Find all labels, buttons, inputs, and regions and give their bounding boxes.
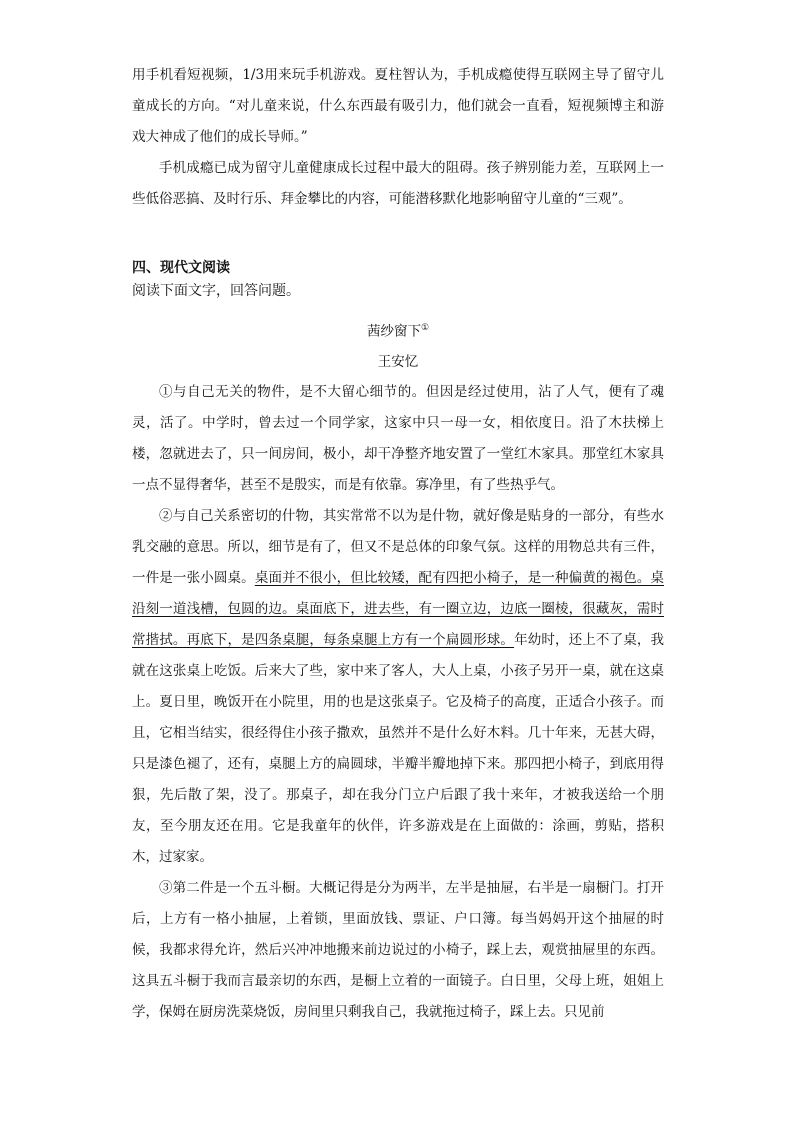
section-instruction: 阅读下面文字，回答问题。 <box>132 283 300 299</box>
article-paragraph-1: ①与自己无关的物件，是不大留心细节的。但因是经过使用，沾了人气，便有了魂灵，活了。中学时，曾去过一个同学家，这家中只一母一女，相依度日。沿了木扶梯上楼，忽就进去了，只一间房间，极小，却干净整齐地安置了一堂红木家具。那堂红木家具一点不显得奢华，甚至不是殷实，而是有依靠。寡净里，有了些热乎气。 <box>132 383 664 493</box>
article-title <box>132 313 664 347</box>
underlined-passage: 桌面并不很小，但比较矮，配有四把小椅子，是一种偏黄的褐色。桌沿刻一道浅槽，包圆的边。桌面底下，进去些，有一圈立边，边底一圈棱，很藏灰，需时常揩拭。再底下，是四条桌腿，每条桌腿上方有一个扁圆形球。 <box>132 569 665 648</box>
article-title-text: 茜纱窗下 <box>366 323 421 340</box>
intro-paragraph: 用手机看短视频，1/3用来玩手机游戏。夏柱智认为，手机成瘾使得互联网主导了留守儿童成长的方向。“对儿童来说，什么东西最有吸引力，他们就会一直看，短视频博主和游戏大神成了他们的成长导师。” <box>132 67 664 145</box>
paragraph-2-text-before: ②与自己关系密切的什物，其实常常不以为是什物，就好像是贴身的一部分，有些水乳交融的意思。所以，细节是有了，但又不是总体的印象气氛。这样的用物总共有三件，一件是一张小圆桌。 <box>132 507 664 586</box>
footnote-mark: ① <box>420 323 430 333</box>
document-page <box>132 60 664 1028</box>
intro-paragraph-2: 手机成瘾已成为留守儿童健康成长过程中最大的阻碍。孩子辨别能力差，互联网上一些低俗恶搞、及时行乐、拜金攀比的内容，可能潜移默化地影响留守儿童的“三观”。 <box>132 160 664 207</box>
paragraph-2-text-after: 年幼时，还上不了桌，我就在这张桌上吃饭。后来大了些，家中来了客人，大人上桌，小孩子另开一桌，就在这桌上。夏日里，晚饭开在小院里，用的也是这张桌子。它及椅子的高度，正适合小孩子。而且，它相当结实，很经得住小孩子撒欢，虽然并不是什么好木料。几十年来，无甚大碍，只是漆色褪了，还有，桌腿上方的扁圆球，半瓣半瓣地掉下来。那四把小椅子，到底用得狠，先后散了架，没了。那桌子，却在我分门立户后跟了我十来年，才被我送给一个朋友，至今朋友还在用。它是我童年的伙伴，许多游戏是在上面做的：涂画，剪贴，搭积木，过家家。 <box>132 631 665 865</box>
section-gap <box>132 215 664 257</box>
article-paragraph-2 <box>132 501 664 873</box>
section-heading: 四、现代文阅读 <box>132 260 230 276</box>
article-paragraph-3: ③第二件是一个五斗橱。大概记得是分为两半，左半是抽屉，右半是一扇橱门。打开后，上方有一格小抽屉，上着锁，里面放钱、票证、户口簿。每当妈妈开这个抽屉的时候，我都求得允许，然后兴冲冲地搬来前边说过的小椅子，踩上去，观赏抽屉里的东西。这具五斗橱于我而言最亲切的东西，是橱上立着的一面镜子。白日里，父母上班，姐姐上学，保姆在厨房洗菜烧饭，房间里只剩我自己，我就拖过椅子，踩上去。只见前 <box>132 879 664 1020</box>
article-author: 王安忆 <box>377 353 419 370</box>
